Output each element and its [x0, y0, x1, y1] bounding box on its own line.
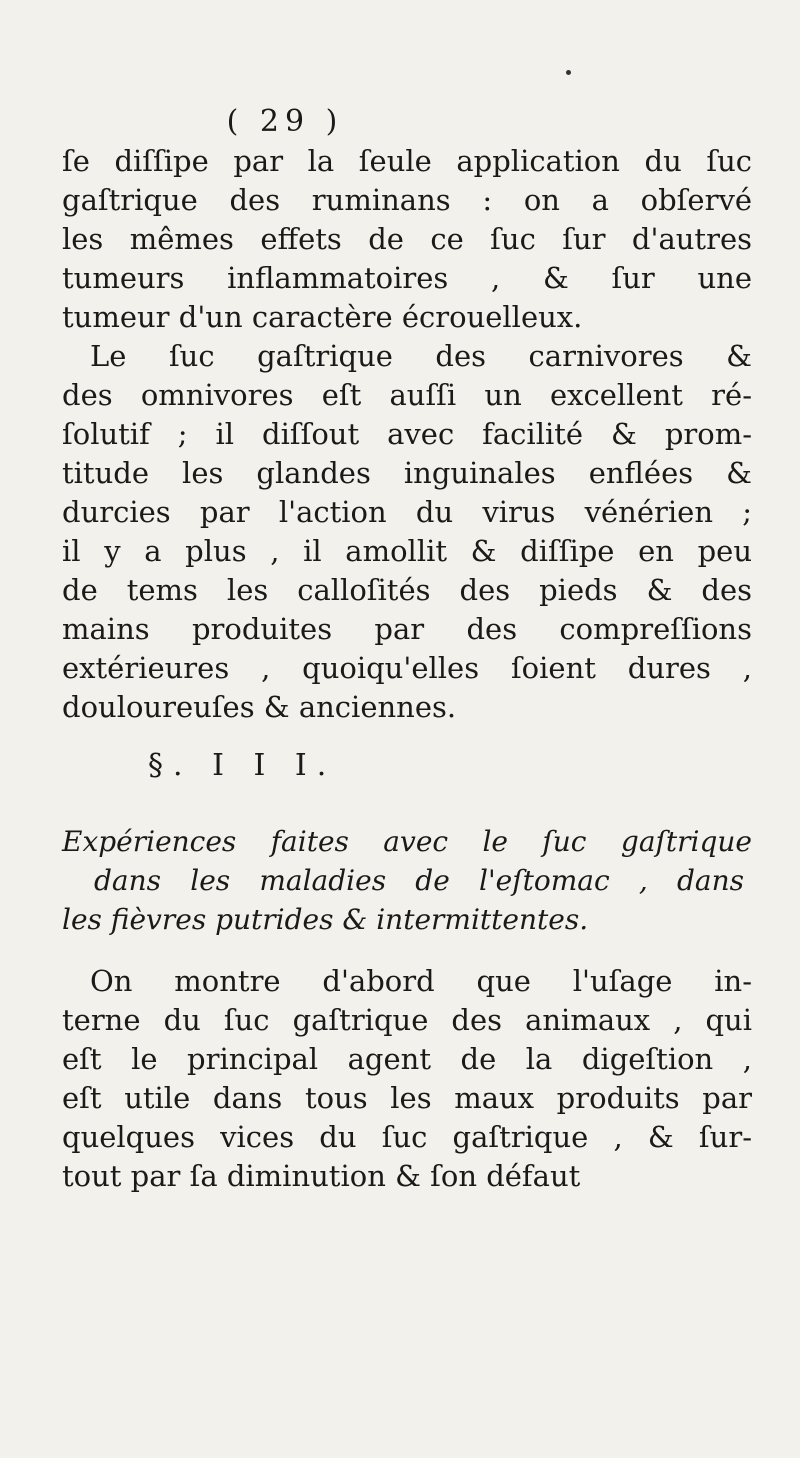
paragraph-2 — [62, 337, 752, 727]
text-line: de tems les calloſités des pieds & des — [62, 573, 752, 607]
section-title — [62, 822, 752, 939]
page-number: ( 29 ) — [226, 104, 344, 139]
text-line: durcies par l'action du virus vénérien ; — [62, 495, 752, 529]
text-line: quelques vices du ſuc gaſtrique , & ſur- — [62, 1120, 752, 1154]
text-line: les mêmes effets de ce ſuc ſur d'autres — [62, 222, 752, 256]
text-line: Le ſuc gaſtrique des carnivores & — [90, 339, 752, 373]
text-line: terne du ſuc gaſtrique des animaux , qui — [62, 1003, 752, 1037]
title-line: les fièvres putrides & intermittentes. — [62, 903, 589, 936]
text-line: eſt utile dans tous les maux produits par — [62, 1081, 752, 1115]
text-line: tumeurs inflammatoires , & ſur une — [62, 261, 752, 295]
text-line: eſt le principal agent de la digeſtion , — [62, 1042, 752, 1076]
text-line: titude les glandes inguinales enflées & — [62, 456, 752, 490]
text-line: gaſtrique des ruminans : on a obſervé — [62, 183, 752, 217]
title-line: dans les maladies de l'eſtomac , dans — [94, 864, 744, 897]
paragraph-3 — [62, 962, 752, 1196]
text-line: douloureuſes & anciennes. — [62, 690, 457, 724]
text-line: tumeur d'un caractère écrouelleux. — [62, 300, 583, 334]
text-line: On montre d'abord que l'uſage in- — [90, 964, 752, 998]
text-line: des omnivores eſt auſſi un excellent ré- — [62, 378, 752, 412]
text-line: ſe diſſipe par la ſeule application du ſuc — [62, 144, 752, 178]
text-line: tout par ſa diminution & ſon défaut — [62, 1159, 581, 1193]
title-line: Expériences faites avec le ſuc gaſtrique — [62, 825, 752, 858]
text-line: il y a plus , il amollit & diſſipe en peu — [62, 534, 752, 568]
section-heading: §. I I I. — [148, 748, 337, 783]
ink-speck — [566, 70, 571, 75]
text-line: mains produites par des compreſſions — [62, 612, 752, 646]
paragraph-1 — [62, 142, 752, 337]
text-line: ſolutif ; il diſſout avec facilité & prom- — [62, 417, 752, 451]
text-line: extérieures , quoiqu'elles ſoient dures , — [62, 651, 752, 685]
